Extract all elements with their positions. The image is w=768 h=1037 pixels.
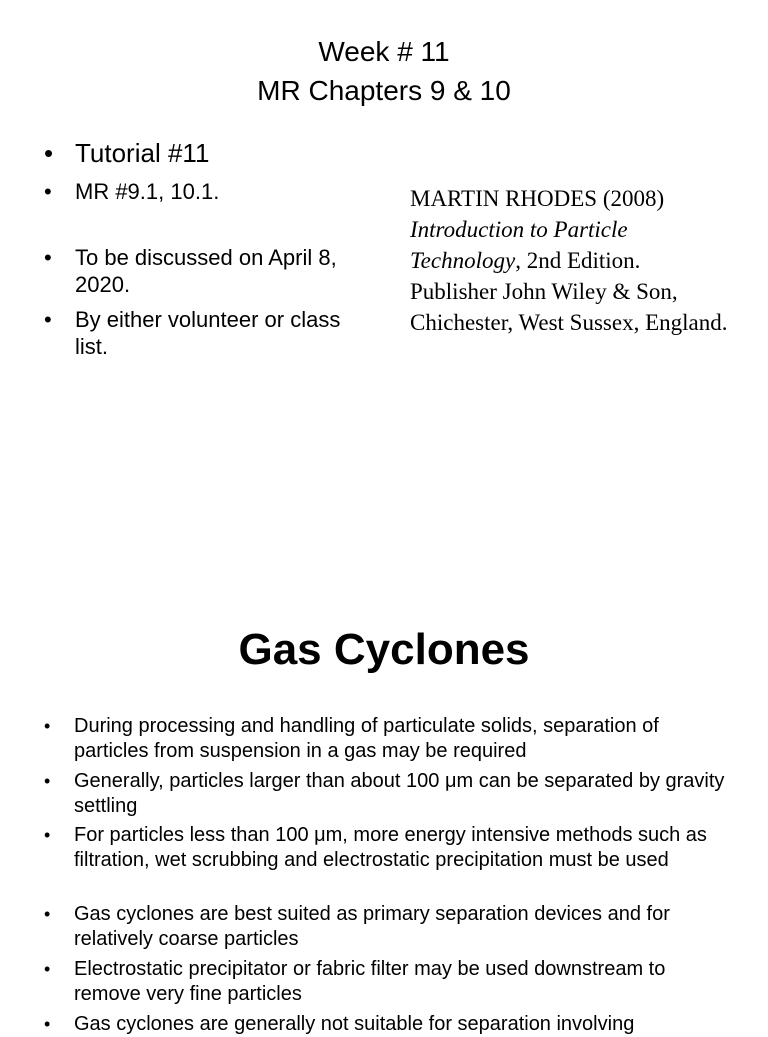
- slide-title-gas-cyclones: Gas Cyclones: [238, 625, 530, 674]
- reference-citation: [410, 183, 750, 338]
- slide-gas-cyclones: [0, 580, 768, 1035]
- bullet-dot: •: [44, 1014, 51, 1034]
- bullet-dot: •: [44, 959, 51, 979]
- bullet-dot: •: [44, 904, 51, 924]
- bullet-not-suitable-text: Gas cyclones are generally not suitable for separation involving: [74, 1013, 635, 1035]
- bullet-energy-intensive-methods-text: For particles less than 100 μm, more energy intensive methods such as filtration, wet scrubbing and electrostatic precipitation must be used: [74, 824, 707, 871]
- bullet-problems-text: MR #9.1, 10.1.: [75, 179, 220, 204]
- bullet-tutorial-text: Tutorial #11: [75, 138, 210, 168]
- bullet-volunteer-text: By either volunteer or class list.: [75, 307, 341, 359]
- bullet-dot: •: [44, 245, 52, 270]
- bullet-dot: •: [44, 771, 51, 791]
- bullet-dot: •: [44, 179, 52, 204]
- reference-edition: , 2nd Edition.: [515, 248, 641, 273]
- reference-book-title: Introduction to Particle: [410, 217, 628, 242]
- bullet-dot: •: [44, 138, 54, 168]
- bullet-gravity-settling-text: Generally, particles larger than about 100 μm can be separated by gravity settling: [74, 770, 725, 817]
- bullet-discussion-date-text: To be discussed on April 8, 2020.: [75, 245, 337, 297]
- reference-author-year: MARTIN RHODES (2008): [410, 186, 665, 211]
- reference-publisher: Publisher John Wiley & Son, Chichester, West Sussex, England.: [410, 279, 728, 335]
- reference-book-title-end: Technology: [410, 248, 516, 273]
- bullet-primary-separation-text: Gas cyclones are best suited as primary separation devices and for relatively coarse particles: [74, 903, 670, 950]
- bullet-dot: •: [44, 825, 51, 845]
- reference-title-edition-line: [410, 245, 750, 276]
- bullet-dot: •: [44, 307, 52, 332]
- bullet-downstream-filters-text: Electrostatic precipitator or fabric filter may be used downstream to remove very fine particles: [74, 958, 666, 1005]
- bullet-separation-text: During processing and handling of particulate solids, separation of particles from suspension in a gas may be required: [74, 715, 659, 762]
- slide-title-week: Week # 11: [318, 36, 450, 67]
- slide-title-chapters: MR Chapters 9 & 10: [257, 75, 511, 106]
- bullet-dot: •: [44, 716, 51, 736]
